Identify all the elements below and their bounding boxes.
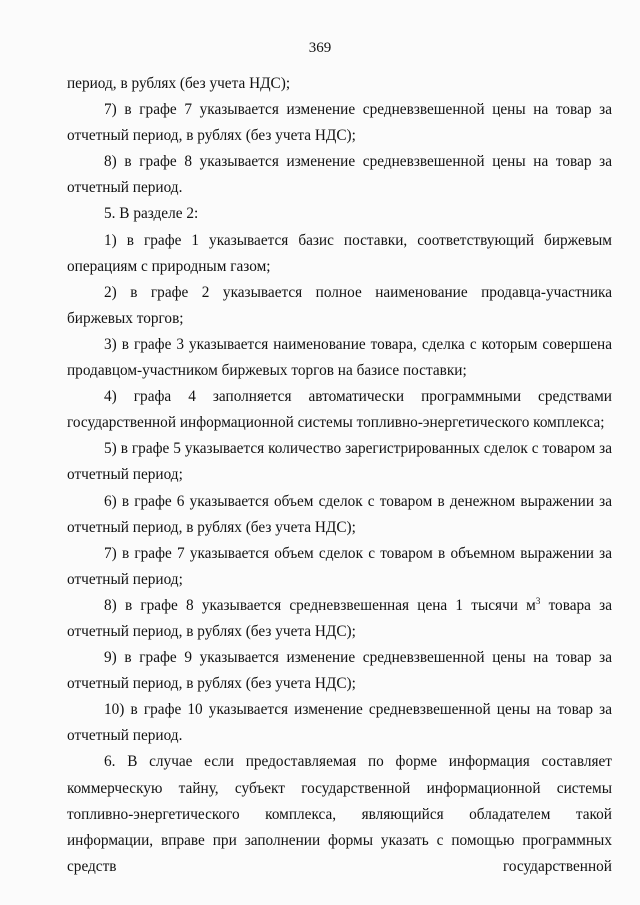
- superscript-cubed: 3: [535, 595, 541, 606]
- paragraph: 1) в графе 1 указывается базис поставки, соответствующий биржевым операциям с природным газом;: [67, 231, 612, 275]
- paragraph: период, в рублях (без учета НДС);: [67, 75, 291, 92]
- section-heading: 5. В разделе 2:: [104, 205, 199, 223]
- paragraph: 10) в графе 10 указывается изменение средневзвешенной цены на товар за отчетный период.: [67, 701, 612, 745]
- paragraph: 6) в графе 6 указывается объем сделок с товаром в денежном выражении за отчетный период, в рублях (без учета НДС);: [67, 492, 612, 536]
- paragraph-text-before: 8) в графе 8 указывается средневзвешенная цена 1 тысячи м: [104, 596, 536, 614]
- paragraph: 7) в графе 7 указывается изменение средневзвешенной цены на товар за отчетный период, в рублях (без учета НДС);: [67, 101, 612, 145]
- paragraph: 4) графа 4 заполняется автоматически программными средствами государственной информационной системы топливно-энергетического комплекса;: [67, 388, 612, 432]
- paragraph: 3) в графе 3 указывается наименование товара, сделка с которым совершена продавцом-участником биржевых торгов на базисе поставки;: [67, 335, 612, 380]
- paragraph: 8) в графе 8 указывается изменение средневзвешенной цены на товар за отчетный период.: [67, 153, 612, 197]
- paragraph: 7) в графе 7 указывается объем сделок с товаром в объемном выражении за отчетный период;: [67, 544, 612, 588]
- paragraph: 5) в графе 5 указывается количество зарегистрированных сделок с товаром за отчетный период;: [67, 440, 612, 484]
- page-number: 369: [308, 40, 332, 56]
- document-body: [67, 71, 612, 880]
- paragraph: 2) в графе 2 указывается полное наименование продавца-участника биржевых торгов;: [67, 283, 612, 327]
- paragraph: 6. В случае если предоставляемая по форме информация составляет коммерческую тайну, субъект государственной информационной системы топливно-энергетического комплекса, являющийся обладателем такой информации, вправе при заполнении формы указать с помощью программных средств государственной: [67, 753, 612, 875]
- paragraph: 9) в графе 9 указывается изменение средневзвешенной цены на товар за отчетный период, в рублях (без учета НДС);: [67, 649, 612, 693]
- paragraph-text-after: товара за отчетный период, в рублях (без учета НДС);: [67, 596, 612, 640]
- paragraph: [67, 593, 612, 645]
